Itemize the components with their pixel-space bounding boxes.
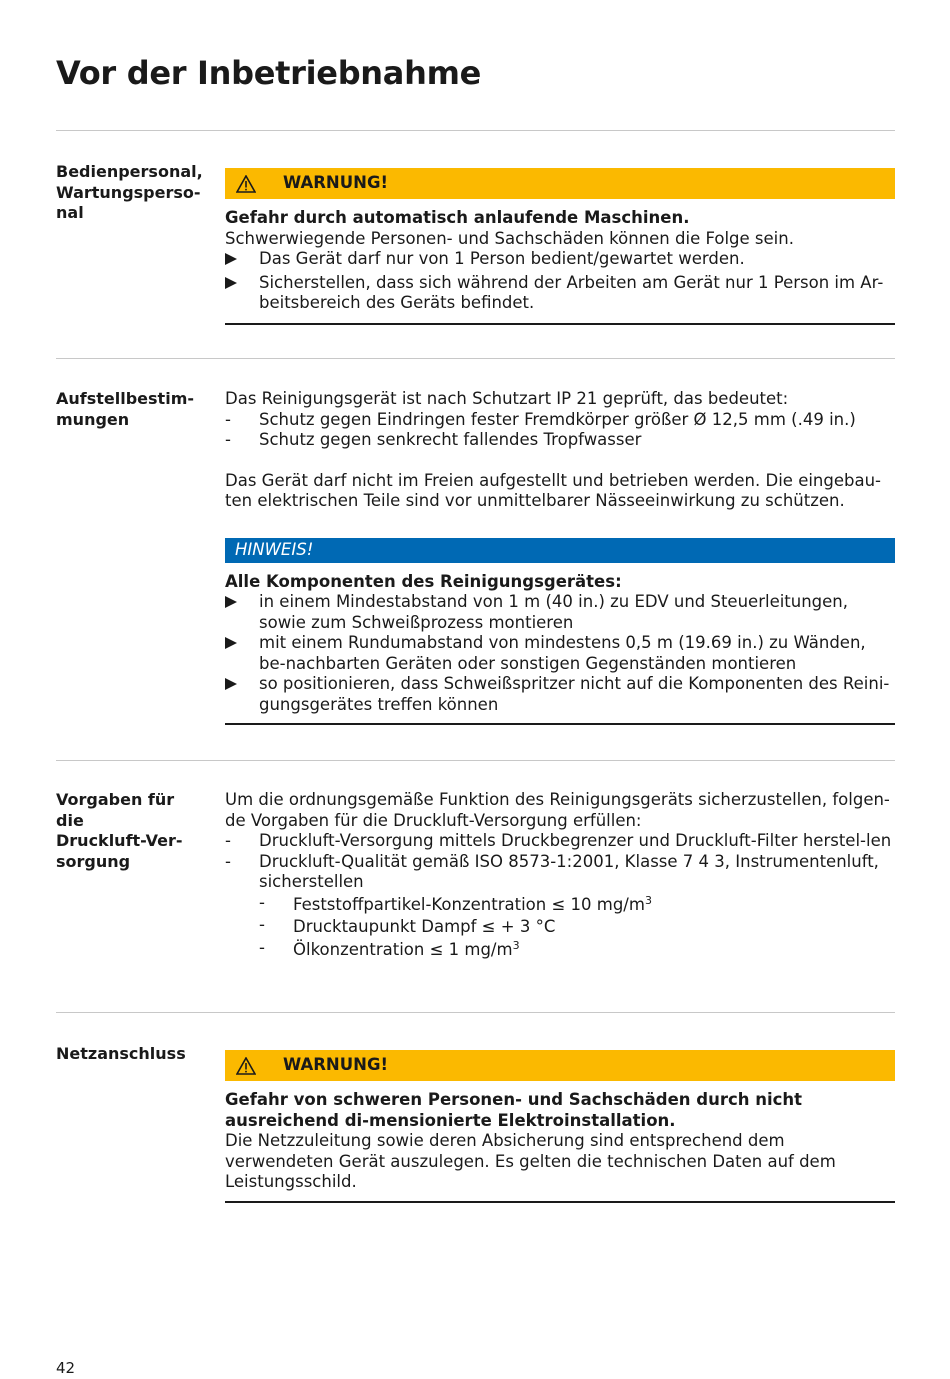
warning-label: WARNUNG! (283, 1055, 389, 1075)
sub-list-item (225, 892, 895, 916)
arrow-bullet-icon (225, 596, 237, 608)
list-item-text: so positionieren, dass Schweißspritzer nicht auf die Komponenten des Reini-gungsgerätes treffen können (259, 674, 890, 714)
page-title: Vor der Inbetriebnahme (56, 54, 482, 92)
dash-list (225, 410, 895, 451)
section-label: Aufstellbestim- mungen (56, 389, 194, 429)
section-divider (56, 760, 895, 761)
warning-box (225, 1050, 895, 1203)
dash-bullet: - (259, 892, 265, 912)
list-item-text: mit einem Rundumabstand von mindestens 0,5 m (19.69 in.) zu Wänden, be-nachbarten Geräten oder sonstigen Gegenständen montieren (259, 633, 866, 673)
section-label: Netzanschluss (56, 1044, 186, 1063)
sub-list-item (225, 937, 895, 961)
warning-triangle-icon (236, 1057, 256, 1075)
arrow-bullet-icon (225, 253, 237, 265)
paragraph: Das Reinigungsgerät ist nach Schutzart IP 21 geprüft, das bedeutet: (225, 389, 789, 408)
paragraph: Das Gerät darf nicht im Freien aufgestellt und betrieben werden. Die eingebau-ten elektrischen Teile sind vor unmittelbarer Nässeeinwirkung zu schützen. (225, 470, 882, 510)
instruction-list (225, 249, 895, 314)
list-item-text: Druckluft-Qualität gemäß ISO 8573-1:2001, Klasse 7 4 3, Instrumentenluft, sicherstellen (259, 851, 879, 891)
list-item (225, 273, 895, 314)
section-body (225, 790, 895, 960)
sub-list-item (225, 917, 895, 938)
warning-headline: Gefahr durch automatisch anlaufende Maschinen. (225, 208, 690, 227)
list-item-text: Schutz gegen Eindringen fester Fremdkörper größer Ø 12,5 mm (.49 in.) (259, 409, 856, 429)
section-body (225, 168, 895, 325)
warning-headline: Gefahr von schweren Personen- und Sachschäden durch nicht ausreichend di-mensionierte Elektroinstallation. (225, 1090, 803, 1130)
sub-list (225, 892, 895, 961)
superscript: 3 (512, 938, 520, 952)
note-box (225, 538, 895, 726)
superscript: 3 (644, 893, 652, 907)
note-bar: HINWEIS! (225, 538, 895, 563)
list-item-text: Das Gerät darf nur von 1 Person bedient/gewartet werden. (259, 249, 745, 268)
list-item-text: Feststoffpartikel-Konzentration ≤ 10 mg/m (293, 894, 645, 914)
warning-box (225, 168, 895, 325)
list-item (225, 633, 895, 674)
warning-text: Schwerwiegende Personen- und Sachschäden können die Folge sein. (225, 228, 794, 248)
dash-list (225, 831, 895, 893)
section-divider (56, 1012, 895, 1013)
warning-bar (225, 1050, 895, 1081)
paragraph: Um die ordnungsgemäße Funktion des Reinigungsgeräts sicherzustellen, folgen-de Vorgaben für die Druckluft-Versorgung erfüllen: (225, 790, 890, 830)
section-divider (56, 130, 895, 131)
arrow-bullet-icon (225, 678, 237, 690)
dash-bullet: - (225, 831, 231, 850)
warning-bar (225, 168, 895, 199)
list-item-text: Sicherstellen, dass sich während der Arbeiten am Gerät nur 1 Person im Ar-beitsbereich des Geräts befindet. (259, 272, 884, 312)
list-item-text: Schutz gegen senkrecht fallendes Tropfwasser (259, 430, 642, 449)
arrow-bullet-icon (225, 277, 237, 289)
list-item (225, 249, 895, 270)
list-item-text: Drucktaupunkt Dampf ≤ + 3 °C (293, 917, 556, 936)
section-label: Bedienpersonal, Wartungsperso- nal (56, 162, 203, 222)
dash-bullet: - (225, 851, 231, 871)
list-item-text: Ölkonzentration ≤ 1 mg/m (293, 939, 513, 959)
list-item-text: Druckluft-Versorgung mittels Druckbegrenzer und Druckluft-Filter herstel-len (259, 831, 892, 850)
list-item-text: in einem Mindestabstand von 1 m (40 in.) zu EDV und Steuerleitungen, sowie zum Schweißprozess montieren (259, 592, 849, 632)
section-body (225, 1050, 895, 1203)
list-item (225, 674, 895, 715)
section-body (225, 389, 895, 725)
arrow-bullet-icon (225, 637, 237, 649)
note-headline: Alle Komponenten des Reinigungsgerätes: (225, 571, 622, 591)
section-label: Vorgaben für die Druckluft-Ver- sorgung (56, 790, 183, 871)
page-number: 42 (56, 1359, 76, 1377)
section-divider (56, 358, 895, 359)
instruction-list (225, 592, 895, 715)
dash-bullet: - (225, 409, 231, 429)
dash-bullet: - (259, 915, 265, 934)
warning-triangle-icon (236, 175, 256, 193)
warning-text: Die Netzzuleitung sowie deren Absicherung sind entsprechend dem verwendeten Gerät auszulegen. Es gelten die technischen Daten auf dem Leistungsschild. (225, 1131, 836, 1191)
warning-label: WARNUNG! (283, 173, 389, 193)
list-item (225, 410, 895, 431)
list-item (225, 592, 895, 633)
dash-bullet: - (225, 430, 231, 449)
list-item (225, 831, 895, 852)
list-item (225, 430, 895, 451)
list-item (225, 852, 895, 893)
dash-bullet: - (259, 937, 265, 957)
